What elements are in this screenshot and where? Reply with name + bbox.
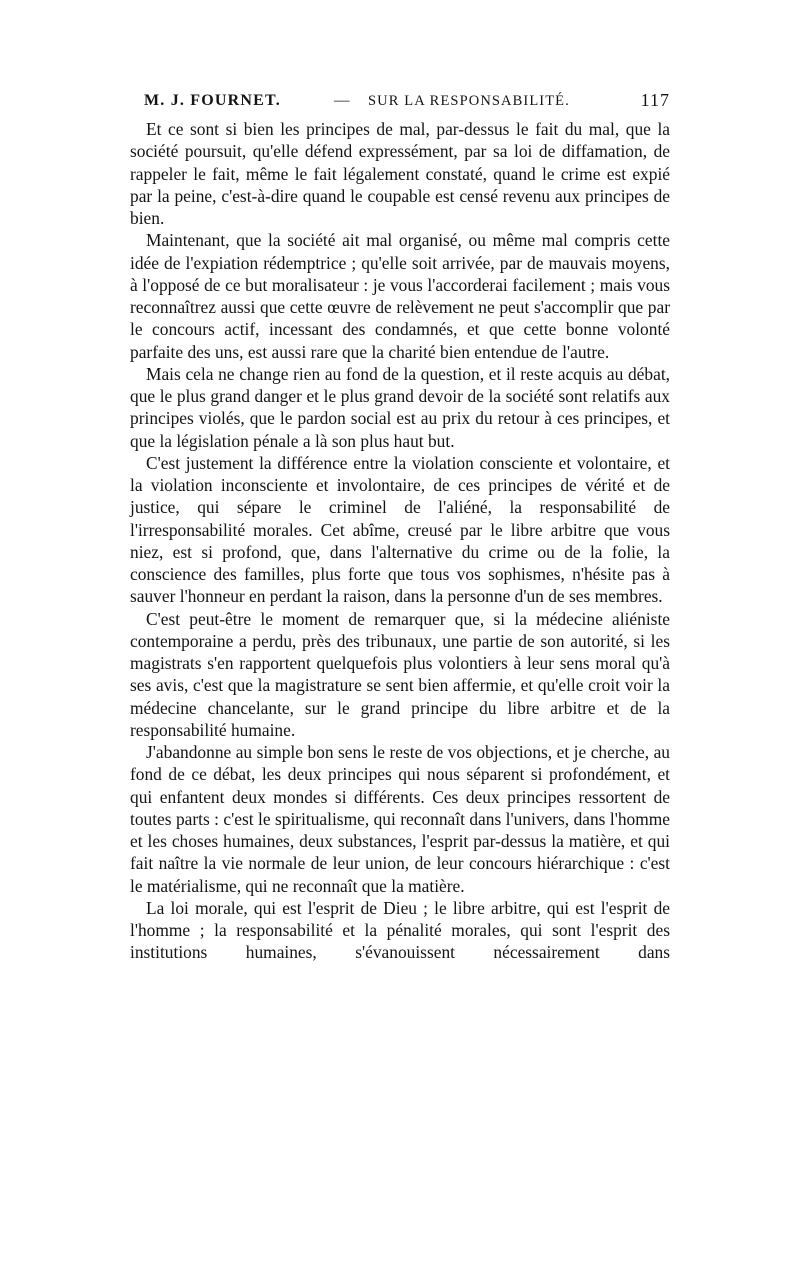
- body-text: [130, 118, 670, 964]
- book-page: [130, 90, 670, 964]
- page-number: 117: [640, 90, 670, 110]
- header-subject: SUR LA RESPONSABILITÉ.: [368, 93, 570, 109]
- paragraph: Mais cela ne change rien au fond de la question, et il reste acquis au débat, que le plus grand danger et le plus grand devoir de la société sont relatifs aux principes violés, que le pardon social est au prix du retour à ces principes, et que la législation pénale a là son plus haut but.: [130, 363, 670, 451]
- paragraph: La loi morale, qui est l'esprit de Dieu ; le libre arbitre, qui est l'esprit de l'homme ; la responsabilité et la pénalité morales, qui sont l'esprit des institutions humaines, s'évanouissent nécessairement dans: [130, 897, 670, 963]
- header-author: M. J. FOURNET.: [144, 92, 281, 109]
- paragraph: J'abandonne au simple bon sens le reste de vos objections, et je cherche, au fond de ce débat, les deux principes qui nous séparent si profondément, et qui enfantent deux mondes si différents. Ces deux principes ressortent de toutes parts : c'est le spiritualisme, qui reconnaît dans l'univers, dans l'homme et les choses humaines, deux substances, l'esprit par-dessus la matière, et qui fait naître la vie normale de leur union, de leur concours hiérarchique : c'est le matérialisme, qui ne reconnaît que la matière.: [130, 742, 670, 896]
- paragraph: C'est peut-être le moment de remarquer que, si la médecine aliéniste contemporaine a perdu, près des tribunaux, une partie de son autorité, si les magistrats s'en rapportent quelquefois plus volontiers à leur sens moral qu'à ses avis, c'est que la magistrature se sent bien affermie, et qu'elle croit voir la médecine chancelante, sur le grand principe du libre arbitre et de la responsabilité humaine.: [130, 608, 670, 740]
- header-dash: —: [334, 92, 351, 109]
- paragraph: Et ce sont si bien les principes de mal, par-dessus le fait du mal, que la société poursuit, qu'elle défend expressément, par sa loi de diffamation, de rappeler le fait, même le fait légalement constaté, quand le crime est expié par la peine, c'est-à-dire quand le coupable est censé revenu aux principes de bien.: [130, 119, 670, 228]
- paragraph: Maintenant, que la société ait mal organisé, ou même mal compris cette idée de l'expiation rédemptrice ; qu'elle soit arrivée, par de mauvais moyens, à l'opposé de ce but moralisateur : je vous l'accorderai facilement ; mais vous reconnaîtrez aussi que cette œuvre de relèvement ne peut s'accomplir que par le concours actif, incessant des condamnés, et que cette bonne volonté parfaite des uns, est aussi rare que la charité bien entendue de l'autre.: [130, 230, 670, 362]
- paragraph: C'est justement la différence entre la violation consciente et volontaire, et la violation inconsciente et involontaire, de ces principes de vérité et de justice, qui sépare le criminel de l'aliéné, la responsabilité de l'irresponsabilité morales. Cet abîme, creusé par le libre arbitre que vous niez, est si profond, que, dans l'alternative du crime ou de la folie, la conscience des familles, plus forte que tous vos sophismes, n'hésite pas à sauver l'honneur en perdant la raison, dans la personne d'un de ses membres.: [130, 452, 670, 607]
- running-head: [130, 90, 670, 118]
